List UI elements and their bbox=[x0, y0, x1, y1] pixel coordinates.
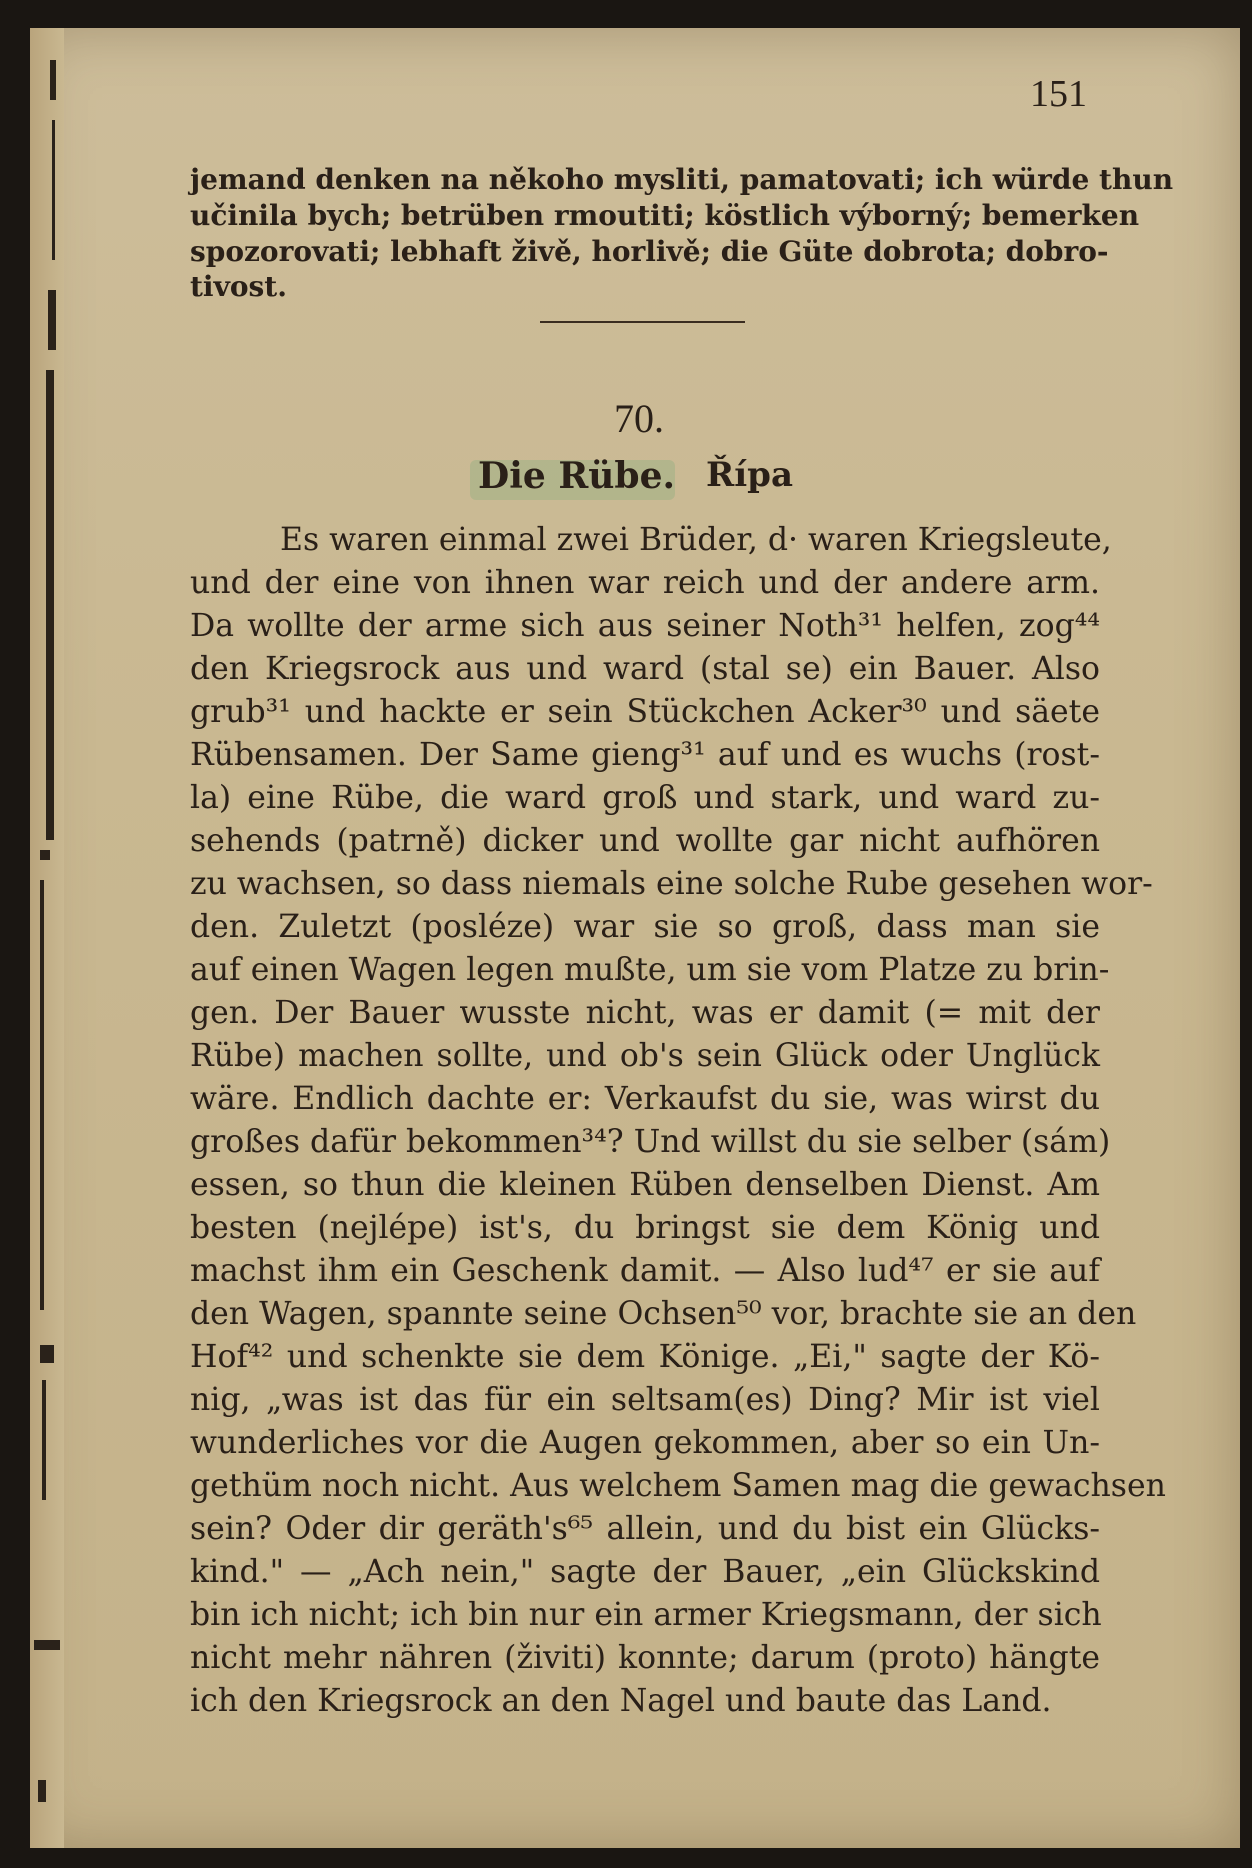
binding-mark bbox=[48, 290, 56, 350]
story-line: sein? Oder dir geräth's⁶⁵ allein, und du bist ein Glücks- bbox=[190, 1511, 1100, 1547]
binding-mark bbox=[40, 880, 44, 1310]
story-title: Die Rübe. bbox=[478, 455, 676, 497]
glossary-line: učinila bych; betrüben rmoutiti; köstlich výborný; bemerken bbox=[190, 199, 1140, 232]
story-line: la) eine Rübe, die ward groß und stark, und ward zu- bbox=[190, 780, 1100, 816]
story-line: gethüm noch nicht. Aus welchem Samen mag die gewachsen bbox=[190, 1468, 1166, 1504]
story-line: Es waren einmal zwei Brüder, d· waren Kriegsleute, bbox=[280, 522, 1112, 558]
story-line: Hof⁴² und schenkte sie dem Könige. „Ei," sagte der Kö- bbox=[190, 1339, 1100, 1375]
story-line: Rübensamen. Der Same gieng³¹ auf und es wuchs (rost- bbox=[190, 737, 1100, 773]
binding-mark bbox=[38, 1780, 46, 1802]
story-line: den. Zuletzt (posléze) war sie so groß, dass man sie bbox=[190, 909, 1100, 945]
story-line: ich den Kriegsrock an den Nagel und baute das Land. bbox=[190, 1683, 1052, 1719]
story-line: Rübe) machen sollte, und ob's sein Glück oder Unglück bbox=[190, 1038, 1100, 1074]
binding-mark bbox=[40, 1345, 54, 1363]
story-line: essen, so thun die kleinen Rüben denselben Dienst. Am bbox=[190, 1167, 1100, 1203]
glossary-line: tivost. bbox=[190, 270, 287, 303]
story-line: Da wollte der arme sich aus seiner Noth³¹ helfen, zog⁴⁴ bbox=[190, 608, 1100, 644]
story-line: bin ich nicht; ich bin nur ein armer Kriegsmann, der sich bbox=[190, 1597, 1102, 1633]
page-number: 151 bbox=[1030, 73, 1087, 115]
story-line: grub³¹ und hackte er sein Stückchen Acker³⁰ und säete bbox=[190, 694, 1100, 730]
section-number: 70. bbox=[614, 396, 664, 441]
story-line: gen. Der Bauer wusste nicht, was er damit (= mit der bbox=[190, 995, 1100, 1031]
story-line: kind." — „Ach nein," sagte der Bauer, „ein Glückskind bbox=[190, 1554, 1100, 1590]
binding-mark bbox=[46, 370, 54, 840]
binding-mark bbox=[52, 120, 55, 260]
story-line: nig, „was ist das für ein seltsam(es) Ding? Mir ist viel bbox=[190, 1382, 1100, 1418]
story-line: wäre. Endlich dachte er: Verkaufst du sie, was wirst du bbox=[190, 1081, 1100, 1117]
story-line: machst ihm ein Geschenk damit. — Also lud⁴⁷ er sie auf bbox=[190, 1253, 1100, 1289]
story-line: zu wachsen, so dass niemals eine solche Rube gesehen wor- bbox=[190, 866, 1153, 902]
story-line: großes dafür bekommen³⁴? Und willst du sie selber (sám) bbox=[190, 1124, 1111, 1160]
glossary-line: spozorovati; lebhaft živě, horlivě; die Güte dobrota; dobro- bbox=[190, 235, 1109, 268]
binding-mark bbox=[34, 1640, 60, 1650]
story-line: wunderliches vor die Augen gekommen, aber so ein Un- bbox=[190, 1425, 1100, 1461]
story-line: nicht mehr nähren (živiti) konnte; darum (proto) hängte bbox=[190, 1640, 1100, 1676]
story-line: den Kriegsrock aus und ward (stal se) ein Bauer. Also bbox=[190, 651, 1100, 687]
binding-mark bbox=[50, 60, 56, 100]
story-line: besten (nejlépe) ist's, du bringst sie dem König und bbox=[190, 1210, 1100, 1246]
binding-edge bbox=[30, 28, 64, 1848]
section-divider bbox=[540, 321, 745, 323]
story-line: den Wagen, spannte seine Ochsen⁵⁰ vor, brachte sie an den bbox=[190, 1296, 1137, 1332]
binding-mark bbox=[40, 850, 50, 860]
binding-mark bbox=[42, 1380, 46, 1500]
glossary-line: jemand denken na někoho mysliti, pamatovati; ich würde thun bbox=[190, 163, 1174, 196]
story-line: auf einen Wagen legen mußte, um sie vom Platze zu brin- bbox=[190, 952, 1110, 988]
story-line: sehends (patrně) dicker und wollte gar nicht aufhören bbox=[190, 823, 1100, 859]
story-line: und der eine von ihnen war reich und der andere arm. bbox=[190, 565, 1100, 601]
story-title-czech: Řípa bbox=[706, 455, 793, 495]
